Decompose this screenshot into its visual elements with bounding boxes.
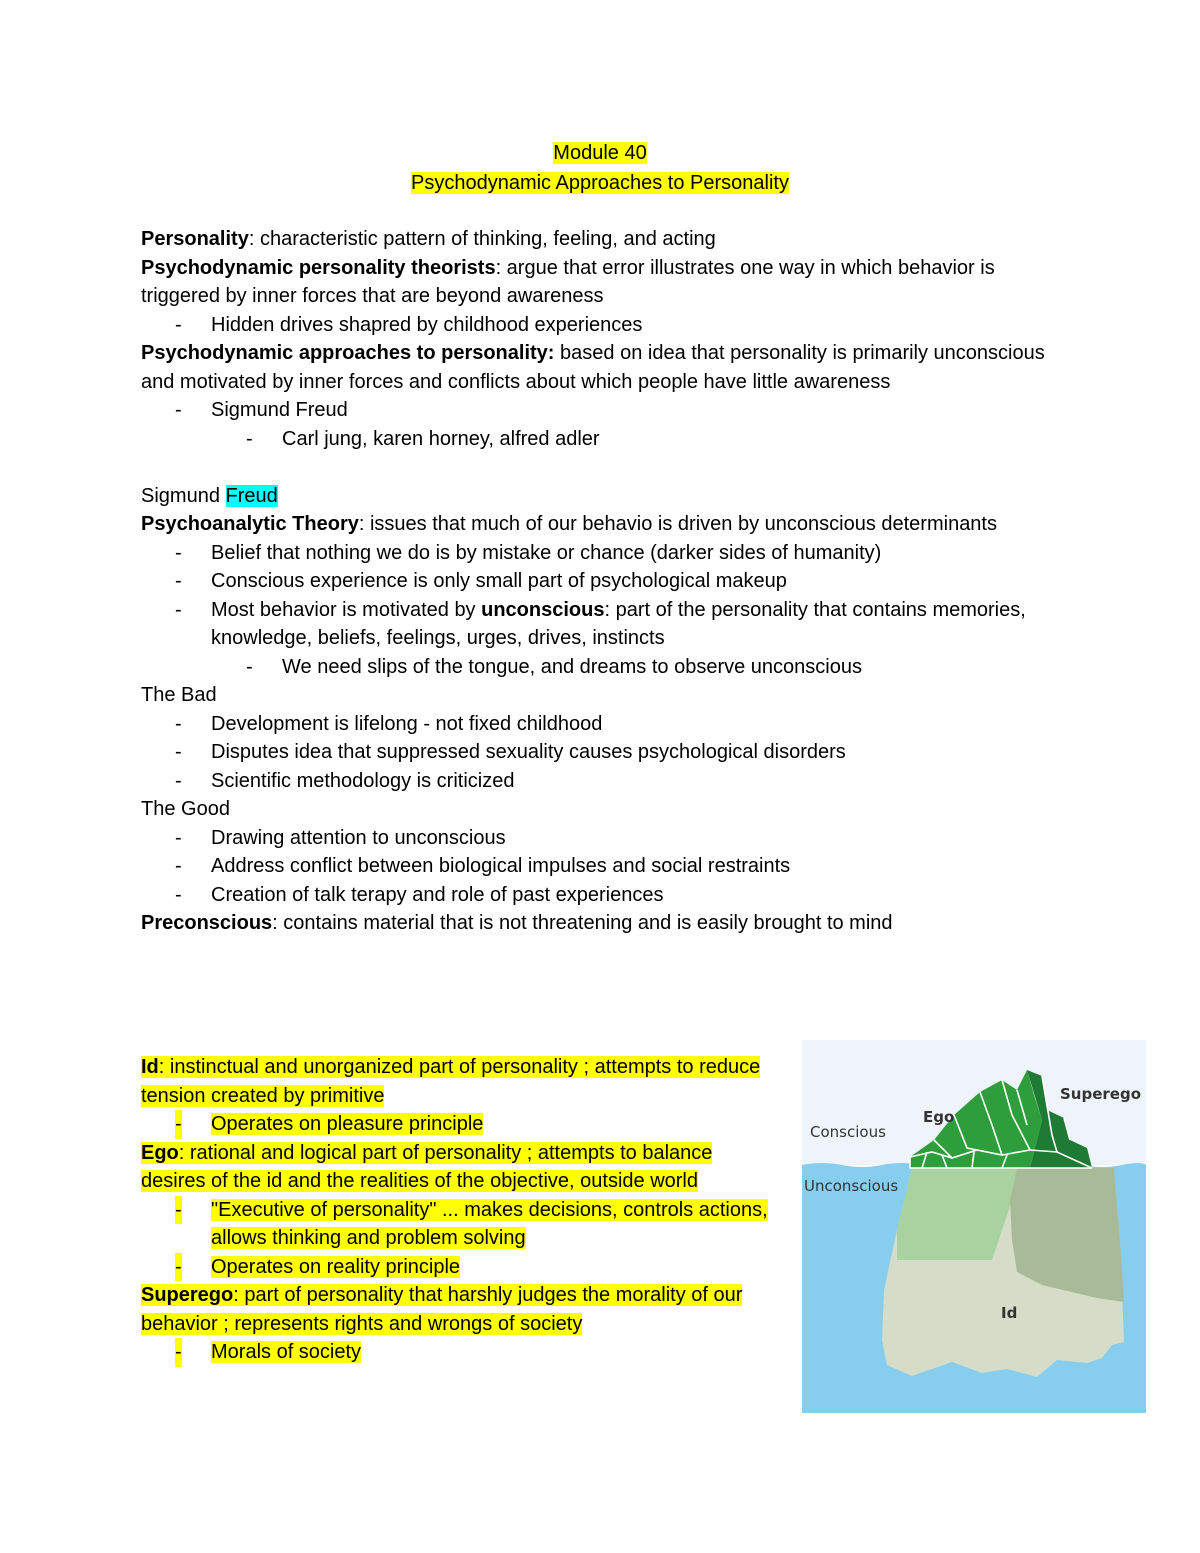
superego-label: Superego bbox=[1060, 1085, 1142, 1103]
id-definition: Id: instinctual and unorganized part of personality ; attempts to reduce tension created by primitive bbox=[141, 1056, 761, 1107]
list-item: - Hidden drives shapred by childhood experiences bbox=[175, 313, 643, 336]
list-item: - Operates on pleasure principle bbox=[141, 1110, 781, 1139]
list-item: - Drawing attention to unconscious bbox=[175, 826, 506, 849]
list-item: - Most behavior is motivated by unconscious: part of the personality that contains memories, knowledge, beliefs, feelings, urges, drives, instincts bbox=[175, 598, 1026, 649]
list-item: - Belief that nothing we do is by mistake or chance (darker sides of humanity) bbox=[175, 541, 882, 564]
superego-definition: Superego: part of personality that harshly judges the morality of our behavior ; represents rights and wrongs of society bbox=[141, 1284, 743, 1335]
unconscious-label: Unconscious bbox=[804, 1177, 899, 1195]
structure-notes bbox=[141, 1053, 781, 1367]
main-notes bbox=[141, 225, 1061, 938]
preconscious-definition: Preconscious: contains material that is not threatening and is easily brought to mind bbox=[141, 912, 893, 934]
sub-list-item: - We need slips of the tongue, and dreams to observe unconscious bbox=[246, 655, 862, 678]
id-label: Id bbox=[1001, 1304, 1018, 1322]
ego-label: Ego bbox=[923, 1108, 955, 1126]
ego-definition: Ego: rational and logical part of personality ; attempts to balance desires of the id and the realities of the objective, outside world bbox=[141, 1141, 713, 1192]
psychoanalytic-theory-definition: Psychoanalytic Theory: issues that much of our behavio is driven by unconscious determinants bbox=[141, 513, 997, 535]
conscious-label: Conscious bbox=[810, 1123, 886, 1141]
good-heading: The Good bbox=[141, 798, 230, 820]
module-title: Psychodynamic Approaches to Personality bbox=[411, 171, 789, 194]
theorists-definition: Psychodynamic personality theorists: argue that error illustrates one way in which behavior is triggered by inner forces that are beyond awareness bbox=[141, 256, 995, 307]
sub-list-item: - Carl jung, karen horney, alfred adler bbox=[246, 427, 600, 450]
list-item: - Morals of society bbox=[141, 1338, 781, 1367]
approaches-definition: Psychodynamic approaches to personality: based on idea that personality is primarily unconscious and motivated by inner forces and conflicts about which people have little awareness bbox=[141, 342, 1045, 393]
list-item: - Address conflict between biological impulses and social restraints bbox=[175, 855, 791, 877]
list-item: - Disputes idea that suppressed sexuality causes psychological disorders bbox=[175, 741, 846, 763]
list-item: - Sigmund Freud bbox=[175, 399, 348, 421]
list-item: - Creation of talk terapy and role of past experiences bbox=[175, 883, 664, 906]
list-item: - Conscious experience is only small part of psychological makeup bbox=[175, 570, 787, 592]
document-title bbox=[0, 139, 1200, 198]
module-number: Module 40 bbox=[553, 142, 647, 164]
freud-heading: Sigmund Freud bbox=[141, 484, 278, 507]
list-item: - Operates on reality principle bbox=[141, 1253, 781, 1282]
bad-heading: The Bad bbox=[141, 684, 217, 706]
iceberg-diagram bbox=[802, 1040, 1146, 1413]
personality-definition: Personality: characteristic pattern of thinking, feeling, and acting bbox=[141, 228, 716, 250]
list-item: - Development is lifelong - not fixed childhood bbox=[175, 712, 603, 735]
list-item: - "Executive of personality" ... makes decisions, controls actions, allows thinking and problem solving bbox=[141, 1196, 781, 1253]
list-item: - Scientific methodology is criticized bbox=[175, 769, 515, 792]
